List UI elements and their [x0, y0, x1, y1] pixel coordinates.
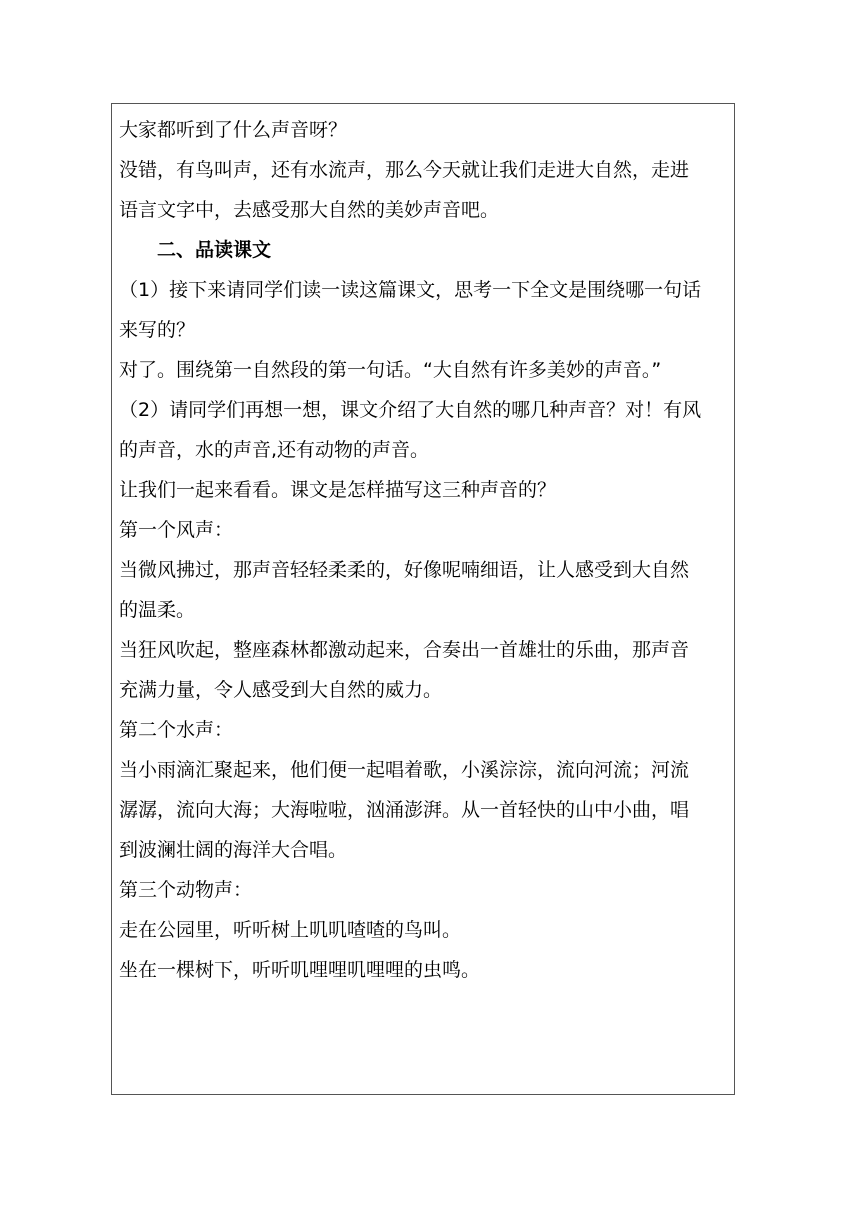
document-body [119, 110, 731, 990]
text-line: 让我们一起来看看。课文是怎样描写这三种声音的？ [119, 479, 557, 501]
text-line: 第二个水声： [119, 719, 234, 741]
text-line: 大家都听到了什么声音呀？ [119, 119, 348, 141]
text-line: 的温柔。 [119, 599, 196, 621]
text-line: 对了。围绕第一自然段的第一句话。“大自然有许多美妙的声音。” [119, 359, 662, 381]
text-line: 走在公园里，听听树上叽叽喳喳的鸟叫。 [119, 919, 462, 941]
text-line: 第一个风声： [119, 519, 234, 541]
text-line: 充满力量，令人感受到大自然的威力。 [119, 679, 443, 701]
text-line: 当狂风吹起，整座森林都激动起来，合奏出一首雄壮的乐曲，那声音 [119, 639, 690, 661]
text-line: 的声音，水的声音,还有动物的声音。 [119, 439, 430, 461]
text-line: 坐在一棵树下，听听叽哩哩叽哩哩的虫鸣。 [119, 959, 481, 981]
text-line: 当微风拂过，那声音轻轻柔柔的，好像呢喃细语，让人感受到大自然 [119, 559, 690, 581]
text-line: 来写的？ [119, 319, 196, 341]
text-line: （1）接下来请同学们读一读这篇课文，思考一下全文是围绕哪一句话 [119, 279, 702, 301]
text-line: 第三个动物声： [119, 879, 253, 901]
text-line: 语言文字中，去感受那大自然的美妙声音吧。 [119, 199, 500, 221]
text-line: 没错，有鸟叫声，还有水流声，那么今天就让我们走进大自然，走进 [119, 159, 690, 181]
text-line: （2）请同学们再想一想，课文介绍了大自然的哪几种声音？对！有风 [119, 399, 702, 421]
text-line: 到波澜壮阔的海洋大合唱。 [119, 839, 348, 861]
text-line: 当小雨滴汇聚起来，他们便一起唱着歌，小溪淙淙，流向河流；河流 [119, 759, 690, 781]
section-heading: 二、品读课文 [157, 239, 272, 261]
text-line: 潺潺，流向大海；大海啦啦，汹涌澎湃。从一首轻快的山中小曲，唱 [119, 799, 690, 821]
